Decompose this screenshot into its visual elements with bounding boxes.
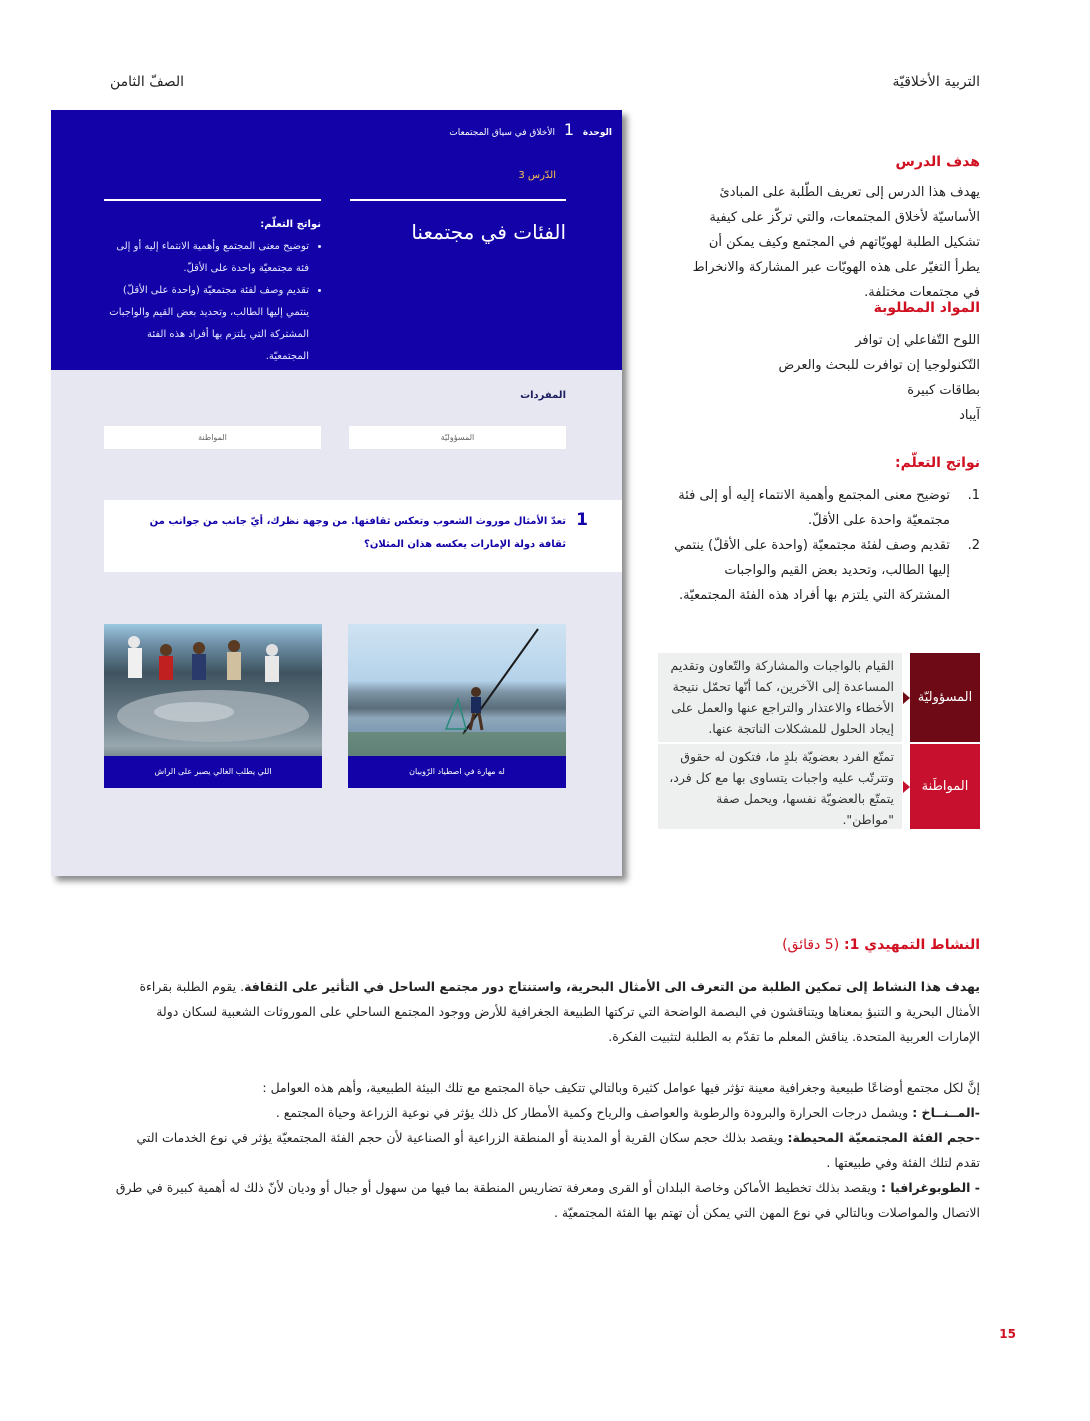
lesson-banner bbox=[51, 110, 622, 370]
question-number: 1 bbox=[576, 510, 588, 530]
factor-label: -المــنــاخ : bbox=[912, 1105, 980, 1120]
vocab-term: المواطَنة bbox=[910, 744, 980, 829]
goal-text: يهدف هذا الدرس إلى تعريف الطّلبة على المبادئ الأساسيّة لأخلاق المجتمعات، والتي تركّز على كيفية تشكيل الطلبة لهويّاتهم في المجتمع وكيف يمكن أن يطرأ التغيّر على هذه الهويّات عبر المشاركة والانخراط في مجتمعات مختلفة. bbox=[692, 185, 980, 300]
materials-list bbox=[690, 328, 980, 428]
outcome-number: 1. bbox=[967, 488, 980, 503]
student-outcomes bbox=[104, 214, 321, 368]
vocab-term: المسؤوليّة bbox=[910, 653, 980, 742]
factor-text: ويقصد بذلك تخطيط الأماكن وخاصة البلدان أو القرى ومعرفة تضاريس المنطقة بما فيها من سهول أو جبال أو وديان لأنّ ذلك له أهمية كبيرة في طرق الاتصال والمواصلات وبالتالي في نوع المهن التي يمكن أن تهتم بها الفئة المجتمعيّة . bbox=[115, 1180, 980, 1220]
student-outcomes-list bbox=[104, 236, 321, 368]
vocabulary-table bbox=[658, 653, 980, 829]
list-item: • توضيح معنى المجتمع وأهمية الانتماء إليه أو إلى فئة مجتمعيّة واحدة على الأقلّ. bbox=[104, 236, 309, 280]
unit-title: الأخلاق في سياق المجتمعات bbox=[449, 128, 555, 138]
activity-duration: (5 دقائق) bbox=[782, 937, 840, 953]
table-row bbox=[658, 653, 980, 742]
student-page-preview bbox=[51, 110, 622, 876]
header-grade: الصفّ الثامن bbox=[110, 74, 185, 90]
header-subject: التربية الأخلاقيّة bbox=[892, 74, 980, 90]
unit-number: 1 bbox=[563, 120, 575, 139]
factor-text: ويقصد بذلك حجم سكان القرية أو المدينة أو المنطقة الزراعية أو الصناعية لأن حجم الفئة المجتمعيّة يؤثر في نوع الخدمات التي تقدم لتلك الفئة وفي طبيعتها . bbox=[136, 1130, 980, 1170]
question-text: تعدّ الأمثال موروث الشعوب وتعكس ثقافتها. من وجهة نظرك، أيّ جانب من جوانب من ثقافة دولة الإمارات يعكسه هذان المثلان؟ bbox=[149, 516, 566, 550]
materials-heading: المواد المطلوبة bbox=[873, 300, 980, 316]
list-item bbox=[110, 1125, 980, 1175]
vocab-title: المفردات bbox=[520, 390, 566, 401]
question-box bbox=[104, 500, 622, 572]
list-item: بطاقات كبيرة bbox=[907, 383, 980, 398]
list-item: التّكنولوجيا إن توافرت للبحث والعرض bbox=[778, 358, 980, 373]
activity-description bbox=[110, 974, 980, 1049]
outcome-text: توضيح معنى المجتمع وأهمية الانتماء إليه أو إلى فئة مجتمعيّة واحدة على الأقلّ. bbox=[678, 488, 950, 528]
activity-heading bbox=[782, 937, 980, 953]
outcomes-list bbox=[670, 483, 980, 608]
divider bbox=[104, 199, 321, 201]
vocab-box-citizenship: المواطنة bbox=[104, 426, 321, 449]
factor-label: -حجم الفئة المجتمعيّة المحيطة: bbox=[787, 1130, 980, 1145]
page-number: 15 bbox=[999, 1327, 1016, 1341]
list-item: اللوح التّفاعلي إن توافر bbox=[855, 333, 980, 348]
arrow-icon bbox=[903, 781, 910, 793]
factors-intro: إنَّ لكل مجتمع أوضاعًا طبيعية وجغرافية معينة تؤثر فيها عوامل كثيرة وبالتالي تتكيف حياة المجتمع مع تلك البيئة الطبيعية، وأهم هذه العوامل : bbox=[262, 1080, 980, 1095]
vocab-definition: تمتّع الفرد بعضويّة بلدٍ ما، فتكون له حقوق وتترتّب عليه واجبات يتساوى بها مع كل فرد، يتمتّع بالعضويّة نفسها، ويحمل صفة "مواطن". bbox=[658, 744, 902, 829]
outcome-number: 2. bbox=[967, 538, 980, 553]
caption-shrimp: له مهارة في اصطياد الرّوبيان bbox=[348, 756, 566, 788]
student-outcomes-title: نواتج التعلّم: bbox=[260, 219, 321, 230]
list-item: آيباد bbox=[959, 408, 980, 423]
arrow-icon bbox=[903, 692, 910, 704]
outcomes-heading: نواتج التعلّم: bbox=[894, 455, 980, 471]
table-row bbox=[658, 744, 980, 829]
activity-aim: يهدف هذا النشاط إلى تمكين الطلبة من التعرف الى الأمثال البحرية، واستنتاج دور مجتمع الساحل في التأثير على الثقافة bbox=[244, 979, 980, 994]
unit-label bbox=[449, 120, 612, 139]
activity-title: النشاط التمهيدي 1: bbox=[844, 937, 980, 953]
goal-heading: هدف الدرس bbox=[895, 154, 980, 170]
list-item bbox=[670, 533, 980, 608]
divider bbox=[350, 199, 566, 201]
activity-details: . يقوم الطلبة بقراءة الأمثال البحرية و التنبؤ بمعناها ويتناقشون في البصمة الواضحة التي تركتها الطبيعة الجغرافية للأرض ووجود المجتمع الساحلي على الموروثات الشعبية لسكان دولة الإمارات العربية المتحدة. يناقش المعلم ما تقدّم به الطلبة لتثبيت الفكرة. bbox=[139, 979, 980, 1044]
factor-text: ويشمل درجات الحرارة والبرودة والرطوبة والعواصف والرياح وكمية الأمطار كل ذلك يؤثر في نوعية الزراعة وحياة المجتمع . bbox=[275, 1105, 913, 1120]
vocab-definition: القيام بالواجبات والمشاركة والتّعاون وتقديم المساعدة إلى الآخرين، كما أنّها تحمّل نتيجة الأخطاء والاعتذار والتراجع عنها والعمل على إيجاد الحلول للمشكلات الناتجة عنها. bbox=[658, 653, 902, 742]
list-item bbox=[110, 1100, 980, 1125]
outcome-text: تقديم وصف لفئة مجتمعيّة (واحدة على الأقلّ) ينتمي إليها الطالب، وتحديد بعض القيم والواجبات المشتركة التي يلتزم بها أفراد هذه الفئة المجتمعيّة. bbox=[674, 538, 950, 603]
lesson-label: الدّرس 3 bbox=[518, 170, 556, 181]
list-item bbox=[670, 483, 980, 533]
activity-factors bbox=[110, 1075, 980, 1225]
lesson-title: الفئات في مجتمعنا bbox=[411, 220, 566, 244]
caption-patience: اللي يطلب الغالي يصبر على الراش bbox=[104, 756, 322, 788]
list-item bbox=[110, 1175, 980, 1225]
vocab-box-responsibility: المسؤوليّة bbox=[349, 426, 566, 449]
factor-label: - الطوبوغرافيا : bbox=[881, 1180, 980, 1195]
unit-label-text: الوحدة bbox=[582, 128, 612, 138]
list-item: • تقديم وصف لفئة مجتمعيّة (واحدة على الأقلّ) ينتمي إليها الطالب، وتحديد بعض القيم والواجبات المشتركة التي يلتزم بها أفراد هذه الفئة المجتمعيّة. bbox=[104, 280, 309, 368]
